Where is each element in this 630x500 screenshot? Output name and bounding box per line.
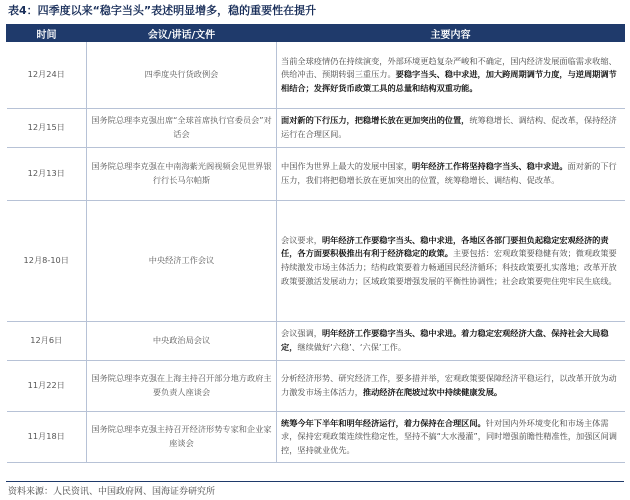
header-content: 主要内容 [277, 25, 625, 42]
table-row [7, 322, 625, 361]
content-bold-text: 面对新的下行压力，把稳增长放在更加突出的位置， [281, 115, 470, 126]
content-bold-text: 明年经济工作要稳字当头、稳中求进。着力稳定宏观经济大盘、保持社会大局稳定， [281, 328, 609, 352]
content-bold-text: 统筹今年下半年和明年经济运行，着力保持在合理区间。 [281, 417, 486, 428]
header-meeting: 会议/讲话/文件 [87, 25, 277, 42]
content-text: 当前全球疫情仍在持续演变，外部环境更趋复杂严峻和不确定，国内经济发展面临需求收缩、供给冲击、预期转弱三重压力。 [281, 55, 617, 80]
table-body [7, 42, 625, 463]
row-meeting: 中央政治局会议 [87, 322, 277, 361]
content-text: 会议要求， [281, 234, 322, 245]
content-bold-text: 要稳字当头、稳中求进，加大跨周期调节力度，与逆周期调节相结合；发挥好货币政策工具的总量和结构双重功能。 [281, 69, 617, 93]
row-content [277, 322, 625, 361]
content-text: 面对新的下行压力，我们将把稳增长放在更加突出的位置，统筹稳增长、调结构、促改革。 [281, 161, 617, 185]
table-row [7, 412, 625, 463]
table-row [7, 148, 625, 201]
table-row [7, 361, 625, 412]
row-content [277, 42, 625, 109]
row-date: 12月24日 [7, 42, 87, 109]
content-bold-text: 明年经济工作将坚持稳字当头、稳中求进。 [412, 161, 568, 172]
row-date: 11月18日 [7, 412, 87, 463]
row-content [277, 148, 625, 201]
content-bold-text: 推动经济在爬坡过坎中持续健康发展。 [362, 387, 503, 397]
content-text: 针对国内外环境变化和市场主体需求，保持宏观政策连续性稳定性，坚持不搞“大水漫灌”，同时增强前瞻性精准性，加强区间调控，坚持就业优先。 [281, 417, 617, 455]
row-date: 12月13日 [7, 148, 87, 201]
table-row [7, 109, 625, 148]
row-date: 11月22日 [7, 361, 87, 412]
content-text: 主要包括：宏观政策要稳健有效；微观政策要持续激发市场主体活力；结构政策要着力畅通国民经济循环；科技政策要扎实落地；改革开放政策要激活发展动力；区域政策要增强发展的平衡性协调性；社会政策要兜住兜牢民生底线。 [281, 248, 617, 286]
content-text: 统筹稳增长、调结构、促改革，保持经济运行在合理区间。 [281, 115, 617, 139]
header-date: 时间 [7, 25, 87, 42]
row-date: 12月15日 [7, 109, 87, 148]
row-meeting: 国务院总理李克强在上海主持召开部分地方政府主要负责人座谈会 [87, 361, 277, 412]
row-meeting: 国务院总理李克强主持召开经济形势专家和企业家座谈会 [87, 412, 277, 463]
source-note: 资料来源：人民资讯、中国政府网、国海证券研究所 [8, 487, 216, 497]
row-content [277, 412, 625, 463]
policy-table [6, 24, 625, 463]
row-content [277, 109, 625, 148]
table-row [7, 201, 625, 322]
row-meeting: 国务院总理李克强出席“全球首席执行官委员会”对话会 [87, 109, 277, 148]
row-meeting: 国务院总理李克强在中南海紫光阁视频会见世界银行行长马尔帕斯 [87, 148, 277, 201]
table-header-row [7, 25, 625, 42]
row-meeting: 四季度央行货政例会 [87, 42, 277, 109]
table-title: 表4：四季度以来“稳字当头”表述明显增多，稳的重要性在提升 [8, 4, 317, 17]
content-text: 中国作为世界上最大的发展中国家， [281, 161, 413, 172]
row-meeting: 中央经济工作会议 [87, 201, 277, 322]
content-text: 继续做好‘六稳’、‘六保’工作。 [297, 342, 407, 352]
row-content [277, 361, 625, 412]
row-date: 12月6日 [7, 322, 87, 361]
content-text: 会议强调， [281, 328, 322, 339]
row-content [277, 201, 625, 322]
table-row [7, 42, 625, 109]
content-text: 分析经济形势、研究经济工作，要多措并举，宏观政策要保障经济平稳运行，以改革开放为动力激发市场主体活力， [281, 373, 617, 397]
row-date: 12月8-10日 [7, 201, 87, 322]
content-bold-text: 明年经济工作要稳字当头、稳中求进，各地区各部门要担负起稳定宏观经济的责任，各方面要积极推出有利于经济稳定的政策。 [281, 234, 609, 259]
table-bottom-rule [6, 481, 624, 482]
